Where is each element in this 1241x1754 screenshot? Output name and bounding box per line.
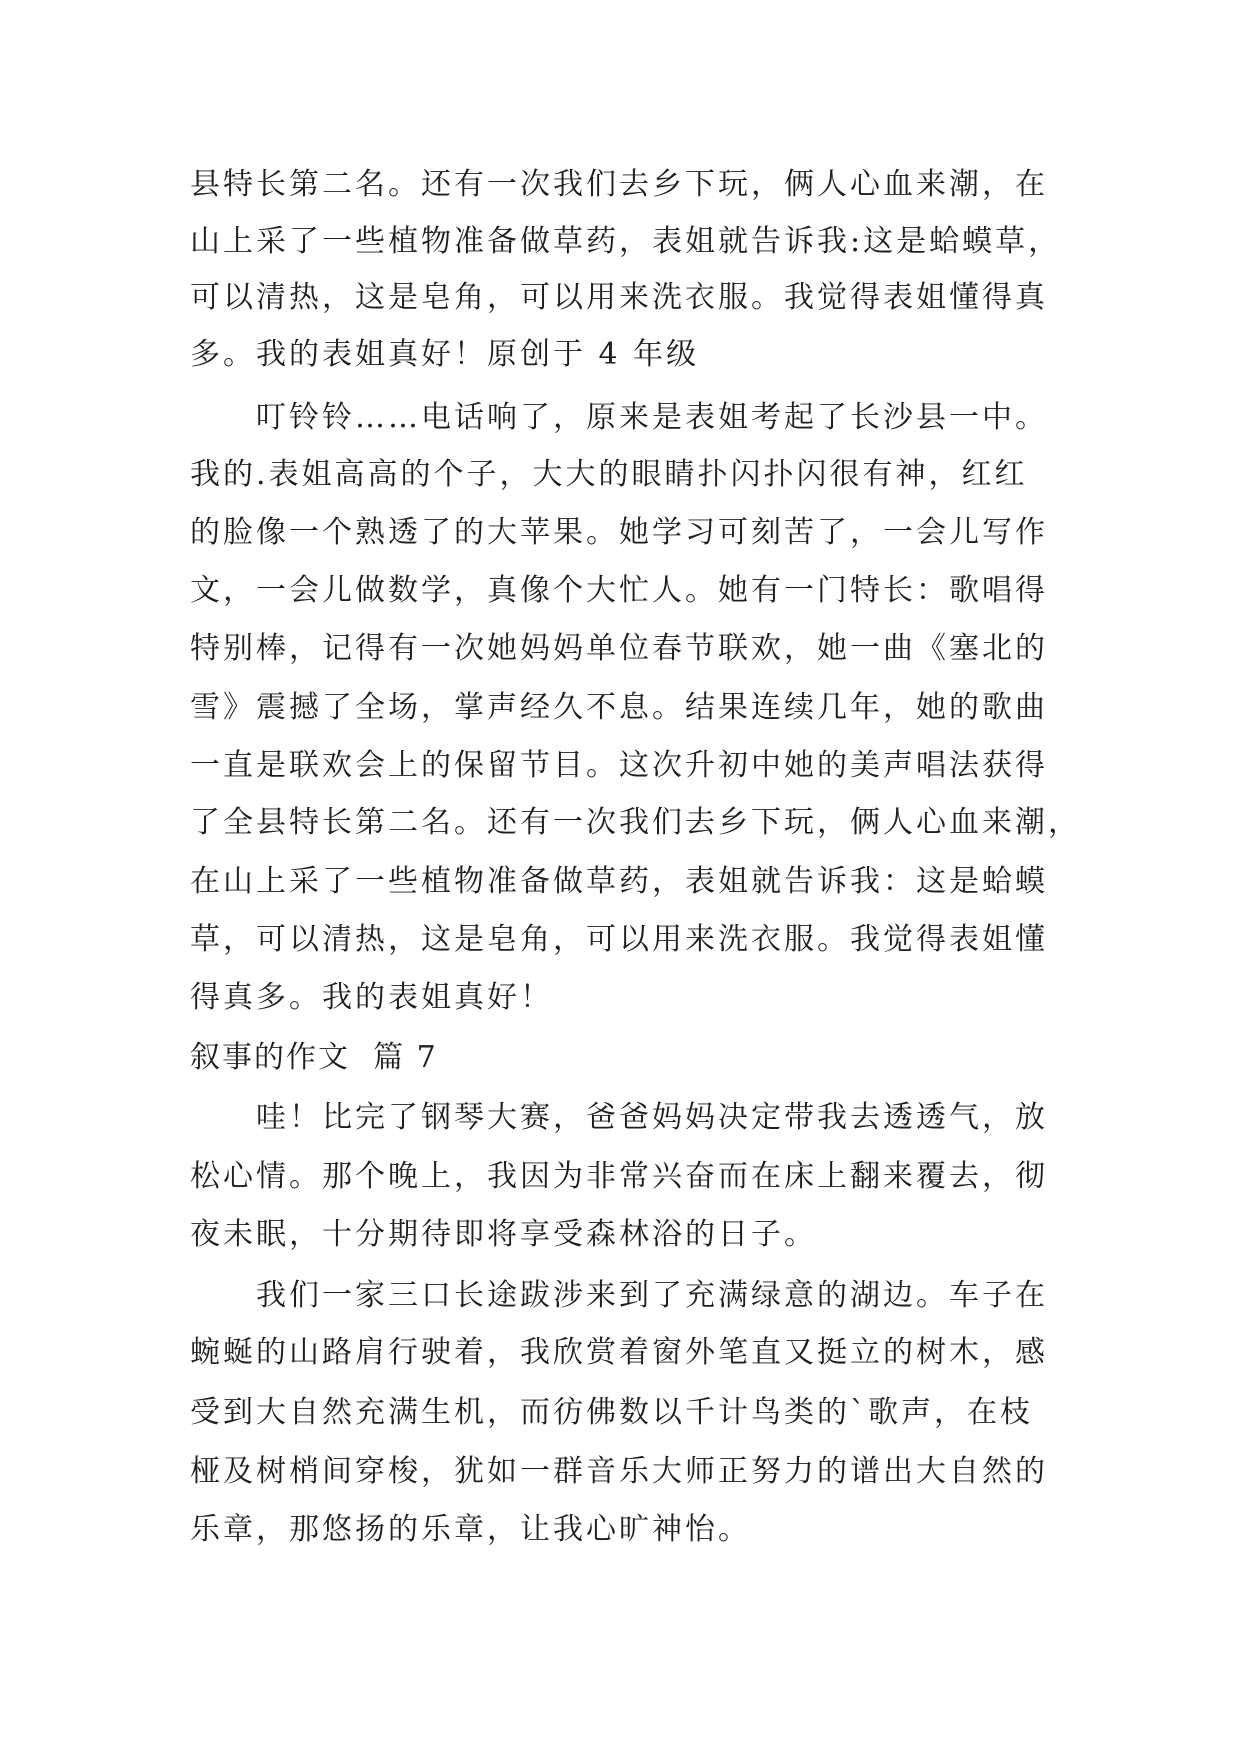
text-line: 的脸像一个熟透了的大苹果。她学习可刻苦了，一会儿写作 [190, 515, 1048, 550]
text-line: 文，一会儿做数学，真像个大忙人。她有一门特长：歌唱得 [190, 573, 1048, 608]
text-line: 山上采了一些植物准备做草药，表姐就告诉我:这是蛤蟆草， [190, 224, 1062, 259]
text-line: 我们一家三口长途跋涉来到了充满绿意的湖边。车子在 [256, 1278, 1048, 1313]
text-line: 草，可以清热，这是皂角，可以用来洗衣服。我觉得表姐懂 [190, 922, 1048, 957]
text-line: 哇！比完了钢琴大赛，爸爸妈妈决定带我去透透气，放 [256, 1100, 1048, 1135]
text-line: 得真多。我的表姐真好！ [190, 980, 553, 1015]
text-line: 特别棒，记得有一次她妈妈单位春节联欢，她一曲《塞北的 [190, 631, 1048, 666]
text-line: 在山上采了一些植物准备做草药，表姐就告诉我：这是蛤蟆 [190, 864, 1048, 899]
text-line: 夜未眠，十分期待即将享受森林浴的日子。 [190, 1217, 817, 1252]
text-line: 松心情。那个晚上，我因为非常兴奋而在床上翻来覆去，彻 [190, 1159, 1048, 1194]
section-heading: 叙事的作文 篇 7 [190, 1040, 438, 1075]
text-line: 了全县特长第二名。还有一次我们去乡下玩，俩人心血来潮， [190, 805, 1081, 840]
text-line: 一直是联欢会上的保留节目。这次升初中她的美声唱法获得 [190, 748, 1048, 783]
text-line: 我的.表姐高高的个子，大大的眼睛扑闪扑闪很有神，红红 [190, 457, 1028, 492]
text-line: 桠及树梢间穿梭，犹如一群音乐大师正努力的谱出大自然的 [190, 1454, 1048, 1489]
text-line: 多。我的表姐真好！原创于 4 年级 [190, 337, 700, 372]
text-line: 县特长第二名。还有一次我们去乡下玩，俩人心血来潮，在 [190, 167, 1048, 202]
text-line: 可以清热，这是皂角，可以用来洗衣服。我觉得表姐懂得真 [190, 280, 1048, 315]
text-line: 受到大自然充满生机，而彷佛数以千计鸟类的`歌声，在枝 [190, 1395, 1033, 1430]
text-line: 蜿蜒的山路肩行驶着，我欣赏着窗外笔直又挺立的树木，感 [190, 1335, 1048, 1370]
text-line: 叮铃铃……电话响了，原来是表姐考起了长沙县一中。 [256, 400, 1048, 435]
text-line: 乐章，那悠扬的乐章，让我心旷神怡。 [190, 1512, 751, 1547]
text-line: 雪》震撼了全场，掌声经久不息。结果连续几年，她的歌曲 [190, 690, 1048, 725]
